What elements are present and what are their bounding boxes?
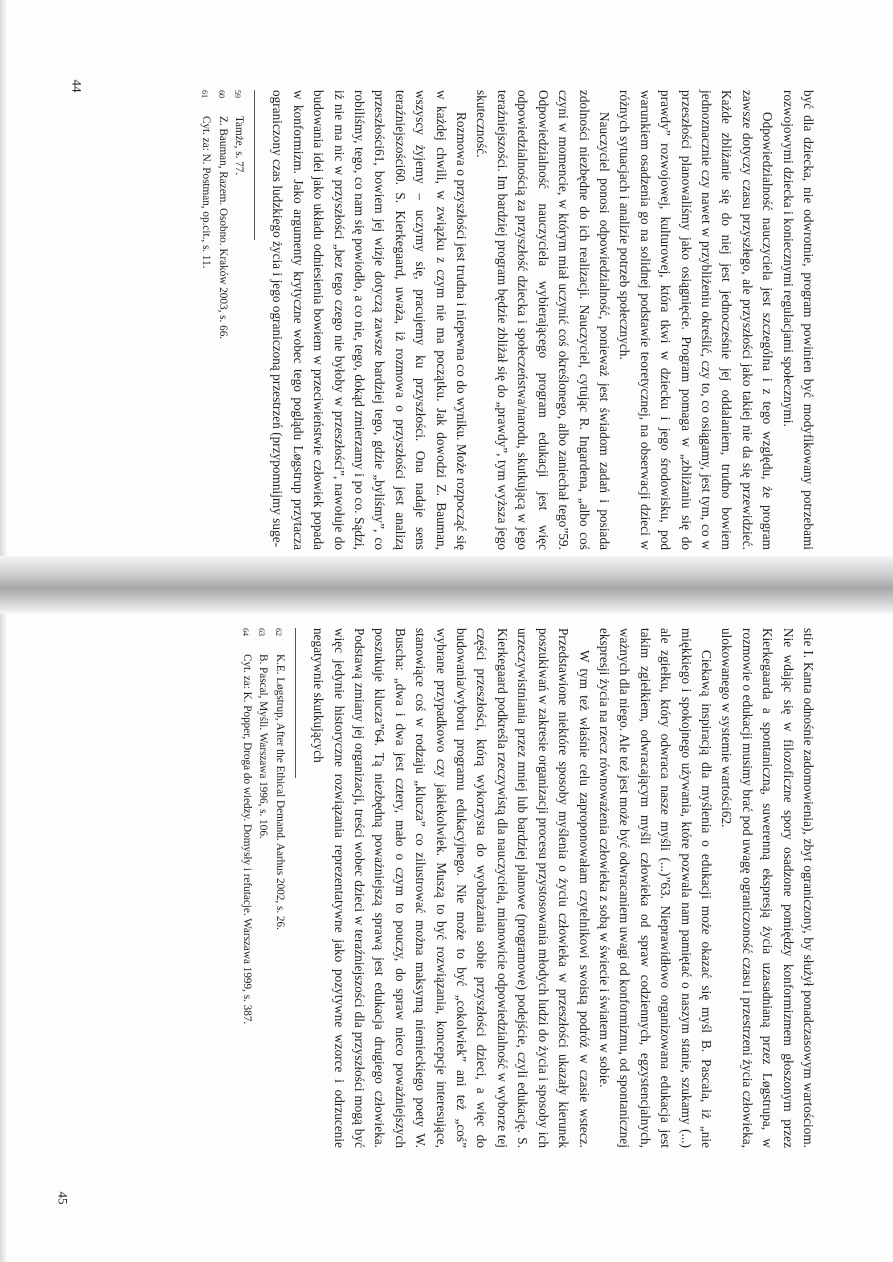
paragraph: W tym też właśnie celu zaproponowałam czytelnikowi swoistą podróż w czasie wstecz. Przedstawione niektóre sposoby myślenia o życiu człowieka w przeszłości ukazały kierunek poszukiwań w zakresie organizacji procesu przystosowania młodych ludzi do życia i sposoby ich urzeczywistniania przez mniej lub bardziej planowe (programowe) podejście, czyli edukację. S. Kierkegaard podkreśla rzeczywistą dla nauczyciela, mianowicie odpowiedzialność w wyborze tej części przeszłości, którą wykorzysta do wyobrażania sobie przyszłości dzieci, a więc do budowania/wyboru programu edukacyjnego. Nie może to być „cokolwiek” ani też „coś” wybrane przypadkowo czy jakiekolwiek. Muszą to być rozwiązania, koncepcje interesujące, stanowiące coś w rodzaju „klucza” co zilustrować można maksymą niemieckiego poety W. Buscha: „dwa i dwa jest cztery, mało o czym to pouczy, do spraw nieco poważniejszych poszukuje klucza”64. Tą niezbędną poważniejszą sprawą jest edukacja drugiego człowieka. Podstawą zmiany jej organizacji, treści wobec dzieci w teraźniejszości dla przyszłości mogą być więc jedynie historyczne rozwiązania reprezentatywne jako pozytywne wzorce i odrzucenie negatywnie skutkujących <box>311 628 592 1148</box>
page-45 <box>78 628 818 1148</box>
footnote-number: 64 <box>240 628 250 636</box>
footnote <box>197 90 214 550</box>
footnotes <box>197 90 247 550</box>
footnote <box>237 628 254 1148</box>
footnote-number: 60 <box>216 90 226 98</box>
footnote-separator <box>295 628 296 778</box>
paragraph: Ciekawą inspiracją dla myślenia o edukacji może okazać się myśl B. Pascala, iż „nie miękkiego i spokojnego używania, które pozwala nam pamiętać o naszym stanie, szukamy (...) ale zgiełku, który odwraca nasze myśli (...)”63. Nieprawidłowo organizowana edukacja jest takim zgiełkiem, odwracającym myśli człowieka od spraw codziennych, egzystencjalnych, ważnych dla niego. Ale też jest może być odwracaniem uwagi od konformizmu, od spontanicznej ekspresji życia na rzecz równoważenia człowieka z sobą w świecie i światem w sobie. <box>596 628 714 1148</box>
footnote-number: 59 <box>233 90 243 98</box>
paragraph: Nauczyciel ponosi odpowiedzialność, ponieważ jest świadom zadań i posiada zdolności niezbędne do ich realizacji. Nauczyciel, cytując R. Ingardena, „albo coś czyni w momencie, w którym miał uczynić coś określonego, albo zaniechał tego”59. Odpowiedzialność nauczyciela wybierającego program edukacji jest więc odpowiedzialnością za przyszłość dziecka i społeczeństwa/narodu, skutkującą w jego teraźniejszości. Im bardziej program będzie zbliżał się do „prawdy”, tym wyższa jego skuteczność. <box>474 90 612 550</box>
book-gutter <box>0 556 893 614</box>
page-44-body <box>267 90 818 550</box>
footnote <box>213 90 230 550</box>
paragraph: Odpowiedzialność nauczyciela jest szczególna i z tego względu, że program zawsze dotyczy czasu przyszłego, ale przyszłości jako takiej nie da się przewidzieć. Każde zbliżanie się do niej jest jednocześnie jej oddalaniem, trudno bowiem jednoznacznie czy nawet w przybliżeniu określić, czy to, co osiągamy, jest tym, co w przeszłości planowaliśmy jako osiągnięcie. Program pomaga w „zbliżaniu się do prawdy” rozwojowej, kulturowej, która tkwi w dziecku i jego środowisku, pod warunkiem osadzenia go na solidnej podstawie teoretycznej, na obserwacji dzieci w różnych sytuacjach i analizie potrzeb społecznych. <box>617 90 776 550</box>
paragraph: stie I. Kanta odnośnie zadomowienia), zbyt ograniczony, by służył ponadczasowym wartościom. Nie wdając się w filozoficzne spory osadzone pomiędzy konformizmem głoszonym przez Kierkegaarda a spontaniczną, suwerenną ekspresją życia uzasadnianą przez Løgstrupa, w rozmowie o edukacji musimy brać pod uwagę ograniczoność czasu i przestrzeni życia człowieka, ulokowanego w systemie wartości62. <box>719 628 816 1148</box>
page-45-body <box>308 628 818 1148</box>
page-number: 44 <box>69 79 85 93</box>
footnote-text: Z. Bauman, Razem. Osobno. Kraków 2003, s. 66. <box>216 116 229 340</box>
paragraph: być dla dziecka, nie odwrotnie, program powinien być modyfikowany potrzebami rozwojowymi dziecka i koniecznymi regulacjami społecznymi. <box>780 90 816 550</box>
page-edge <box>0 0 8 1262</box>
footnotes <box>237 628 287 1148</box>
footnote-text: K.E. Løgstrup, After the Ethical Demand. Aarhus 2002, s. 26. <box>273 654 286 930</box>
footnote-text: Cyt. za: N. Postman, op.cit., s. 11. <box>200 116 213 269</box>
paragraph: Rozmowa o przyszłości jest trudna i niepewna co do wyniku. Może rozpocząć się w każdej chwili, w związku z czym nie ma początku. Jak dowodzi Z. Bauman, wszyscy żyjemy – uczymy się, pracujemy ku przyszłości. Ona nadaje sens teraźniejszości60. S. Kierkegaard, uważa, iż rozmowa o przyszłości jest analizą przeszłości61, bowiem jej wizje dotyczą zawsze bardziej tego, gdzie „byliśmy”, co robiliśmy, tego, co nam się powiodło, a co nie, tego, dokąd zmierzamy i po co. Sądzi, iż nie ma nic w przyszłości „bez tego czego nie byłoby w przeszłości”, nawołuje do budowania idei jako układu odniesienia bowiem w przeciwieństwie człowiek popada w konformizm. Jako argumenty krytyczne wobec tego poglądu Løgstrup przytacza ograniczony czas ludzkiego życia i jego ograniczoną przestrzeń (przypomnijmy suge- <box>270 90 470 550</box>
footnote <box>230 90 247 550</box>
footnote-text: Tamże, s. 77. <box>233 116 246 176</box>
footnote <box>254 628 271 1148</box>
footnote-text: Cyt. za: K. Popper, Droga do wiedzy. Domysły i refutacje. Warszawa 1999, s. 387. <box>240 654 253 1025</box>
footnote-number: 62 <box>273 628 283 636</box>
footnote-text: B. Pascal, Myśli. Warszawa 1996, s. 106. <box>257 654 270 839</box>
footnote <box>270 628 287 1148</box>
footnote-separator <box>254 90 255 240</box>
page-44 <box>78 90 818 550</box>
footnote-number: 63 <box>257 628 267 636</box>
footnote-number: 61 <box>200 90 210 98</box>
page-number: 45 <box>55 1191 71 1205</box>
